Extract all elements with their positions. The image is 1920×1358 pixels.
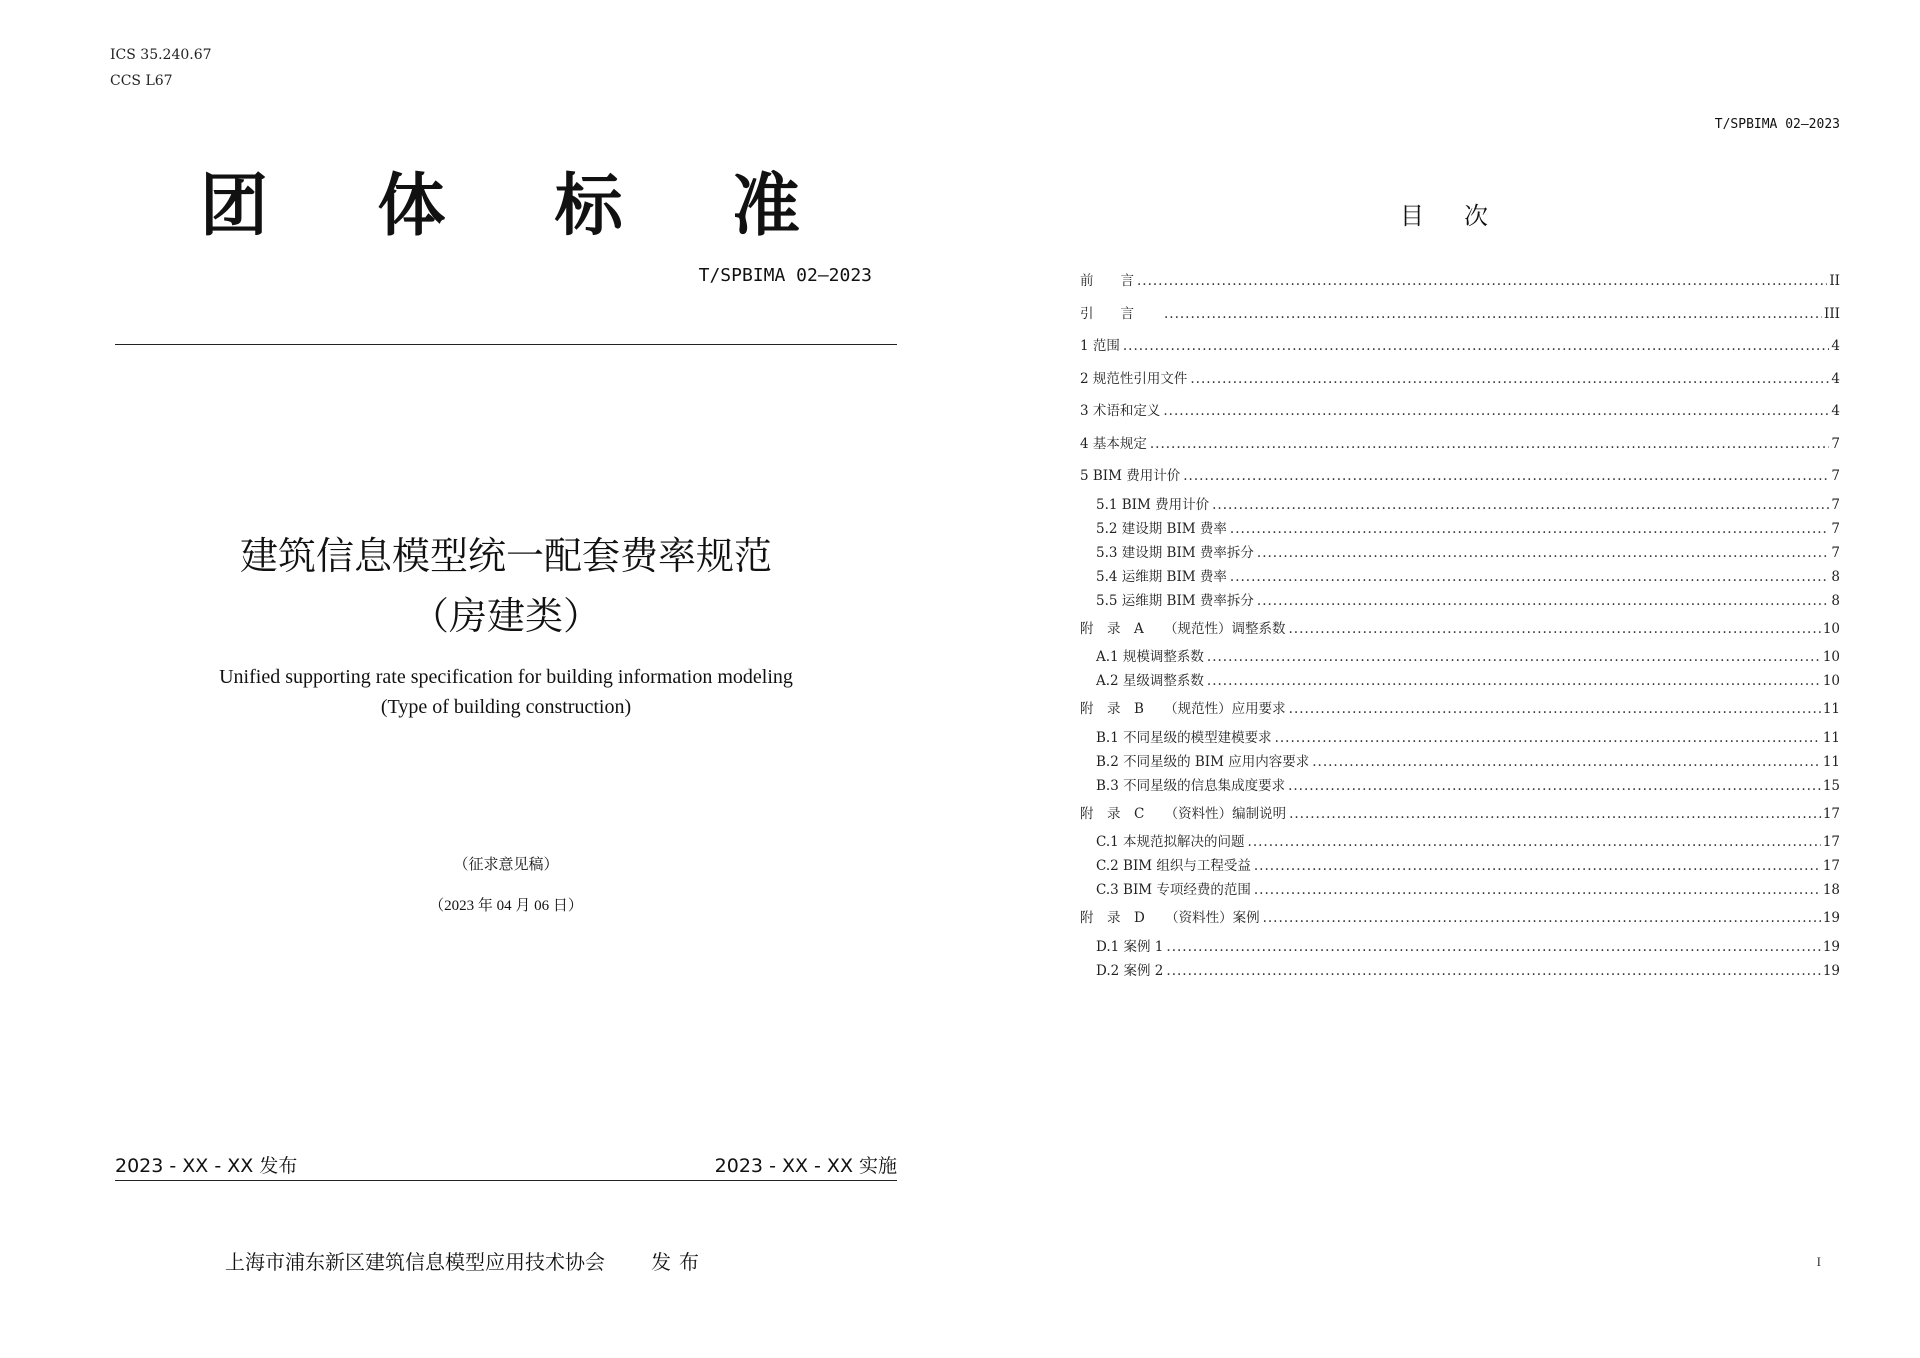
heading-char: 准 — [731, 166, 800, 246]
toc-dot-leader — [1123, 330, 1830, 363]
toc-entry-label: 5.3 建设期 BIM 费率拆分 — [1096, 544, 1254, 561]
contents-title: 目次 — [1400, 202, 1528, 230]
toc-entry[interactable] — [1080, 460, 1840, 493]
toc-entry-label: 5.5 运维期 BIM 费率拆分 — [1096, 592, 1254, 609]
toc-dot-leader — [1254, 854, 1821, 878]
toc-entry-label: 2 规范性引用文件 — [1080, 370, 1188, 387]
toc-entry-label: 附 录 D （资料性）案例 — [1080, 910, 1260, 926]
toc-entry[interactable] — [1080, 959, 1840, 983]
toc-entry[interactable] — [1080, 750, 1840, 774]
toc-dot-leader — [1207, 669, 1821, 693]
toc-entry-page: 11 — [1822, 701, 1840, 717]
toc-entry-page: 8 — [1831, 568, 1840, 585]
toc-dot-leader — [1212, 493, 1829, 517]
toc-entry-page: 10 — [1822, 620, 1840, 637]
toc-entry[interactable] — [1080, 830, 1840, 854]
toc-dot-leader — [1183, 460, 1829, 493]
toc-entry-label: 3 术语和定义 — [1080, 403, 1161, 419]
toc-entry[interactable] — [1080, 693, 1840, 726]
toc-dot-leader — [1312, 750, 1821, 774]
toc-dot-leader — [1230, 565, 1829, 589]
toc-dot-leader — [1275, 726, 1821, 750]
toc-dot-leader — [1166, 935, 1820, 959]
toc-entry-label: C.3 BIM 专项经费的范围 — [1096, 882, 1251, 898]
toc-entry-page: II — [1829, 273, 1840, 289]
toc-entry[interactable] — [1080, 774, 1840, 798]
toc-entry-label: B.1 不同星级的模型建模要求 — [1096, 729, 1272, 746]
toc-entry-label: 4 基本规定 — [1080, 435, 1147, 452]
toc-dot-leader — [1190, 363, 1829, 396]
chinese-subtitle: （房建类） — [410, 594, 601, 638]
toc-entry-page: 17 — [1822, 834, 1840, 850]
toc-dot-leader — [1257, 589, 1829, 613]
standard-code: T/SPBIMA 02—2023 — [698, 265, 872, 286]
contents-page — [960, 0, 1920, 1358]
toc-entry-label: 附 录 B （规范性）应用要求 — [1080, 701, 1286, 717]
ccs-code: CCS L67 — [110, 73, 173, 89]
implement-date: 2023 - XX - XX 实施 — [714, 1155, 897, 1177]
toc-entry-label: C.1 本规范拟解决的问题 — [1096, 834, 1245, 850]
toc-entry[interactable] — [1080, 878, 1840, 902]
publish-word: 发布 — [651, 1250, 707, 1274]
toc-entry-label: 附 录 C （资料性）编制说明 — [1080, 805, 1287, 822]
toc-entry-page: III — [1824, 305, 1840, 322]
toc-dot-leader — [1207, 645, 1821, 669]
toc-dot-leader — [1230, 517, 1829, 541]
toc-dot-leader — [1166, 959, 1820, 983]
toc-entry-page: 7 — [1831, 435, 1840, 452]
toc-entry-page: 15 — [1822, 777, 1840, 794]
toc-dot-leader — [1150, 428, 1830, 461]
toc-entry[interactable] — [1080, 645, 1840, 669]
toc-entry[interactable] — [1080, 265, 1840, 298]
toc-entry-label: A.1 规模调整系数 — [1096, 649, 1204, 665]
toc-entry-label: 5.4 运维期 BIM 费率 — [1096, 568, 1227, 585]
publisher-name: 上海市浦东新区建筑信息模型应用技术协会 — [225, 1250, 605, 1274]
heading-char: 体 — [377, 166, 446, 246]
toc-entry-page: 7 — [1831, 520, 1840, 537]
toc-entry[interactable] — [1080, 565, 1840, 589]
toc-entry-page: 19 — [1822, 910, 1840, 926]
toc-entry-label: 5.2 建设期 BIM 费率 — [1096, 520, 1227, 537]
toc-entry-page: 4 — [1831, 403, 1840, 419]
toc-entry-page: 7 — [1831, 468, 1840, 484]
toc-dot-leader — [1254, 878, 1821, 902]
toc-entry[interactable] — [1080, 902, 1840, 935]
toc-entry-page: 17 — [1822, 805, 1840, 822]
toc-entry-page: 7 — [1831, 496, 1840, 513]
toc-dot-leader — [1164, 298, 1822, 331]
toc-entry-label: 引 言 — [1080, 305, 1161, 322]
table-of-contents — [1080, 265, 1840, 983]
chinese-title: 建筑信息模型统一配套费率规范 — [239, 534, 772, 578]
toc-entry-label: 前 言 — [1080, 273, 1134, 289]
group-standard-heading — [200, 160, 800, 246]
english-subtitle: (Type of building construction) — [380, 696, 632, 718]
toc-entry-page: 11 — [1822, 729, 1840, 746]
toc-entry[interactable] — [1080, 589, 1840, 613]
heading-char: 团 — [200, 166, 269, 246]
toc-entry[interactable] — [1080, 669, 1840, 693]
toc-dot-leader — [1257, 541, 1829, 565]
toc-entry-page: 10 — [1822, 649, 1840, 665]
toc-entry-page: 7 — [1831, 544, 1840, 561]
toc-dot-leader — [1163, 395, 1829, 428]
toc-entry[interactable] — [1080, 330, 1840, 363]
toc-entry-page: 4 — [1831, 370, 1840, 387]
toc-entry-label: 5.1 BIM 费用计价 — [1096, 496, 1210, 513]
toc-entry-page: 19 — [1822, 938, 1840, 955]
toc-entry-page: 19 — [1822, 962, 1840, 979]
english-title: Unified supporting rate specification for building information modeling — [219, 666, 793, 688]
toc-entry[interactable] — [1080, 517, 1840, 541]
draft-date: （2023 年 04 月 06 日） — [429, 898, 583, 914]
toc-entry-label: D.1 案例 1 — [1096, 938, 1164, 955]
toc-entry[interactable] — [1080, 428, 1840, 461]
toc-entry-page: 18 — [1822, 882, 1840, 898]
bottom-divider — [115, 1180, 897, 1181]
toc-entry-page: 4 — [1831, 338, 1840, 354]
toc-entry[interactable] — [1080, 493, 1840, 517]
publisher-line — [225, 1246, 707, 1275]
toc-dot-leader — [1288, 774, 1821, 798]
toc-entry-label: 附 录 A （规范性）调整系数 — [1080, 620, 1286, 637]
toc-entry-label: A.2 星级调整系数 — [1096, 673, 1204, 689]
toc-dot-leader — [1289, 798, 1821, 831]
toc-entry[interactable] — [1080, 298, 1840, 331]
toc-entry[interactable] — [1080, 935, 1840, 959]
toc-entry[interactable] — [1080, 613, 1840, 646]
toc-entry-page: 11 — [1822, 753, 1840, 770]
toc-entry-label: B.2 不同星级的 BIM 应用内容要求 — [1096, 753, 1310, 770]
toc-entry-label: B.3 不同星级的信息集成度要求 — [1096, 777, 1286, 794]
toc-dot-leader — [1137, 265, 1827, 298]
toc-entry[interactable] — [1080, 854, 1840, 878]
heading-char: 标 — [554, 166, 623, 246]
toc-dot-leader — [1289, 693, 1821, 726]
toc-entry-page: 8 — [1831, 592, 1840, 609]
toc-entry-label: D.2 案例 2 — [1096, 962, 1164, 979]
toc-entry[interactable] — [1080, 541, 1840, 565]
toc-entry-page: 17 — [1822, 858, 1840, 874]
toc-entry[interactable] — [1080, 798, 1840, 831]
issue-date: 2023 - XX - XX 发布 — [115, 1155, 298, 1177]
page-number: I — [1816, 1254, 1821, 1269]
toc-dot-leader — [1263, 902, 1821, 935]
page-header-code: T/SPBIMA 02—2023 — [1714, 117, 1840, 132]
toc-entry[interactable] — [1080, 395, 1840, 428]
toc-dot-leader — [1248, 830, 1821, 854]
toc-entry[interactable] — [1080, 726, 1840, 750]
toc-entry-page: 10 — [1822, 673, 1840, 689]
toc-entry-label: C.2 BIM 组织与工程受益 — [1096, 858, 1251, 874]
toc-entry-label: 5 BIM 费用计价 — [1080, 468, 1181, 484]
toc-entry[interactable] — [1080, 363, 1840, 396]
toc-entry-label: 1 范围 — [1080, 338, 1120, 354]
top-divider — [115, 344, 897, 345]
toc-dot-leader — [1289, 613, 1821, 646]
draft-label: （征求意见稿） — [453, 855, 559, 873]
ics-code: ICS 35.240.67 — [110, 47, 212, 63]
